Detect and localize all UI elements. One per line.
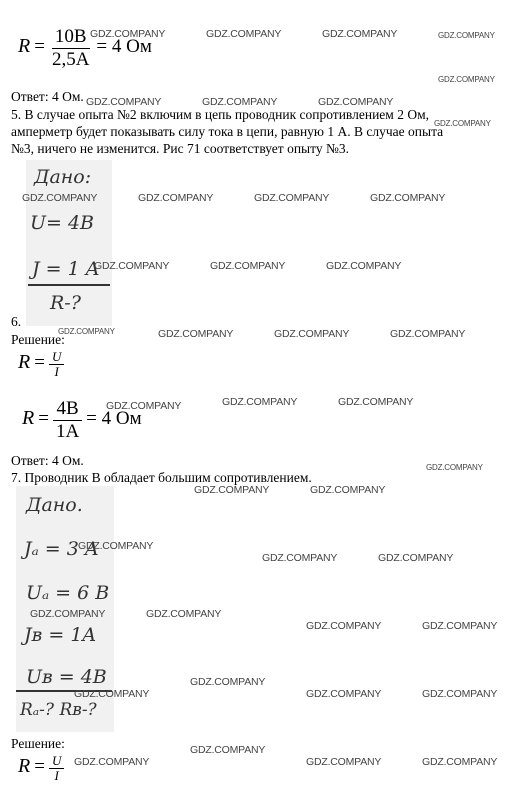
watermark: GDZ.COMPANY bbox=[318, 96, 394, 108]
solution-label-1: Решение: bbox=[11, 332, 65, 347]
given-current-b: Jʙ = 1A bbox=[24, 624, 97, 646]
formula-result: = 4 Ом bbox=[96, 36, 152, 58]
watermark: GDZ.COMPANY bbox=[194, 484, 270, 496]
watermark: GDZ.COMPANY bbox=[434, 119, 491, 128]
given-divider bbox=[28, 284, 110, 286]
given-title: Дано: bbox=[34, 166, 92, 188]
watermark: GDZ.COMPANY bbox=[422, 620, 498, 632]
formula-equals: = bbox=[34, 36, 45, 58]
watermark: GDZ.COMPANY bbox=[94, 260, 170, 272]
watermark: GDZ.COMPANY bbox=[422, 756, 498, 768]
given-current-a: Jₐ = 3 A bbox=[24, 538, 99, 560]
watermark: GDZ.COMPANY bbox=[106, 400, 182, 412]
formula-equals: = bbox=[34, 756, 45, 778]
watermark: GDZ.COMPANY bbox=[30, 608, 106, 620]
formula-variable: R bbox=[18, 755, 31, 778]
given-title: Дано. bbox=[26, 494, 83, 516]
watermark: GDZ.COMPANY bbox=[206, 28, 282, 40]
watermark: GDZ.COMPANY bbox=[78, 540, 154, 552]
formula-fraction bbox=[49, 350, 64, 379]
watermark: GDZ.COMPANY bbox=[190, 676, 266, 688]
watermark: GDZ.COMPANY bbox=[338, 396, 414, 408]
watermark: GDZ.COMPANY bbox=[210, 260, 286, 272]
solution-label-2: Решение: bbox=[11, 736, 65, 751]
watermark: GDZ.COMPANY bbox=[306, 756, 382, 768]
watermark: GDZ.COMPANY bbox=[158, 328, 234, 340]
watermark: GDZ.COMPANY bbox=[146, 608, 222, 620]
paragraph-5-line-2: амперметр будет показывать силу тока в цепи, равную 1 А. В случае опыта bbox=[11, 124, 444, 139]
watermark: GDZ.COMPANY bbox=[326, 260, 402, 272]
watermark: GDZ.COMPANY bbox=[310, 484, 386, 496]
watermark: GDZ.COMPANY bbox=[438, 31, 495, 40]
watermark: GDZ.COMPANY bbox=[90, 28, 166, 40]
watermark: GDZ.COMPANY bbox=[74, 688, 150, 700]
watermark: GDZ.COMPANY bbox=[370, 192, 446, 204]
watermark: GDZ.COMPANY bbox=[322, 28, 398, 40]
formula-variable: R bbox=[22, 407, 35, 430]
given-voltage-a: Uₐ = 6 B bbox=[26, 582, 110, 604]
given-current: J = 1 A bbox=[32, 258, 100, 280]
formula-variable: R bbox=[18, 35, 31, 58]
formula-ohms-law-1 bbox=[18, 350, 64, 379]
handwritten-given-1 bbox=[26, 160, 112, 326]
given-find: Rₐ-? Rʙ-? bbox=[20, 700, 97, 720]
fraction-numerator: U bbox=[49, 754, 64, 769]
watermark: GDZ.COMPANY bbox=[254, 192, 330, 204]
watermark: GDZ.COMPANY bbox=[262, 552, 338, 564]
watermark: GDZ.COMPANY bbox=[426, 463, 483, 472]
watermark: GDZ.COMPANY bbox=[274, 328, 350, 340]
paragraph-6: 6. bbox=[11, 314, 22, 329]
fraction-numerator: 4В bbox=[53, 398, 81, 421]
watermark: GDZ.COMPANY bbox=[438, 75, 495, 84]
fraction-denominator: 1А bbox=[55, 421, 80, 442]
formula-result: = 4 Ом bbox=[86, 408, 142, 430]
watermark: GDZ.COMPANY bbox=[222, 396, 298, 408]
fraction-numerator: 10В bbox=[52, 26, 90, 49]
formula-fraction bbox=[49, 754, 64, 783]
paragraph-5-line-3: №3, ничего не изменится. Рис 71 соответствует опыту №3. bbox=[11, 141, 349, 156]
formula-ohms-law-2 bbox=[18, 754, 64, 783]
formula-fraction bbox=[53, 398, 82, 443]
watermark: GDZ.COMPANY bbox=[22, 192, 98, 204]
paragraph-5-line-1: 5. В случае опыта №2 включим в цепь проводник сопротивлением 2 Ом, bbox=[11, 107, 429, 122]
watermark: GDZ.COMPANY bbox=[86, 96, 162, 108]
given-voltage-b: Uʙ = 4B bbox=[26, 666, 107, 688]
fraction-denominator: I bbox=[54, 768, 59, 783]
formula-variable: R bbox=[18, 351, 31, 374]
answer-1: Ответ: 4 Ом. bbox=[11, 89, 84, 104]
watermark: GDZ.COMPANY bbox=[306, 688, 382, 700]
fraction-denominator: 2,5А bbox=[51, 49, 90, 70]
given-find: R-? bbox=[50, 292, 81, 314]
watermark: GDZ.COMPANY bbox=[74, 756, 150, 768]
watermark: GDZ.COMPANY bbox=[58, 327, 115, 336]
watermark: GDZ.COMPANY bbox=[422, 688, 498, 700]
formula-fraction bbox=[49, 26, 92, 71]
watermark: GDZ.COMPANY bbox=[190, 744, 266, 756]
formula-equals: = bbox=[34, 352, 45, 374]
watermark: GDZ.COMPANY bbox=[138, 192, 214, 204]
answer-2: Ответ: 4 Ом. bbox=[11, 453, 84, 468]
fraction-numerator: U bbox=[49, 350, 64, 365]
given-voltage: U= 4B bbox=[30, 212, 95, 234]
paragraph-7: 7. Проводник В обладает большим сопротивлением. bbox=[11, 470, 312, 485]
watermark: GDZ.COMPANY bbox=[202, 96, 278, 108]
formula-equals: = bbox=[38, 408, 49, 430]
watermark: GDZ.COMPANY bbox=[378, 552, 454, 564]
fraction-denominator: I bbox=[54, 364, 59, 379]
watermark: GDZ.COMPANY bbox=[306, 620, 382, 632]
watermark: GDZ.COMPANY bbox=[390, 328, 466, 340]
